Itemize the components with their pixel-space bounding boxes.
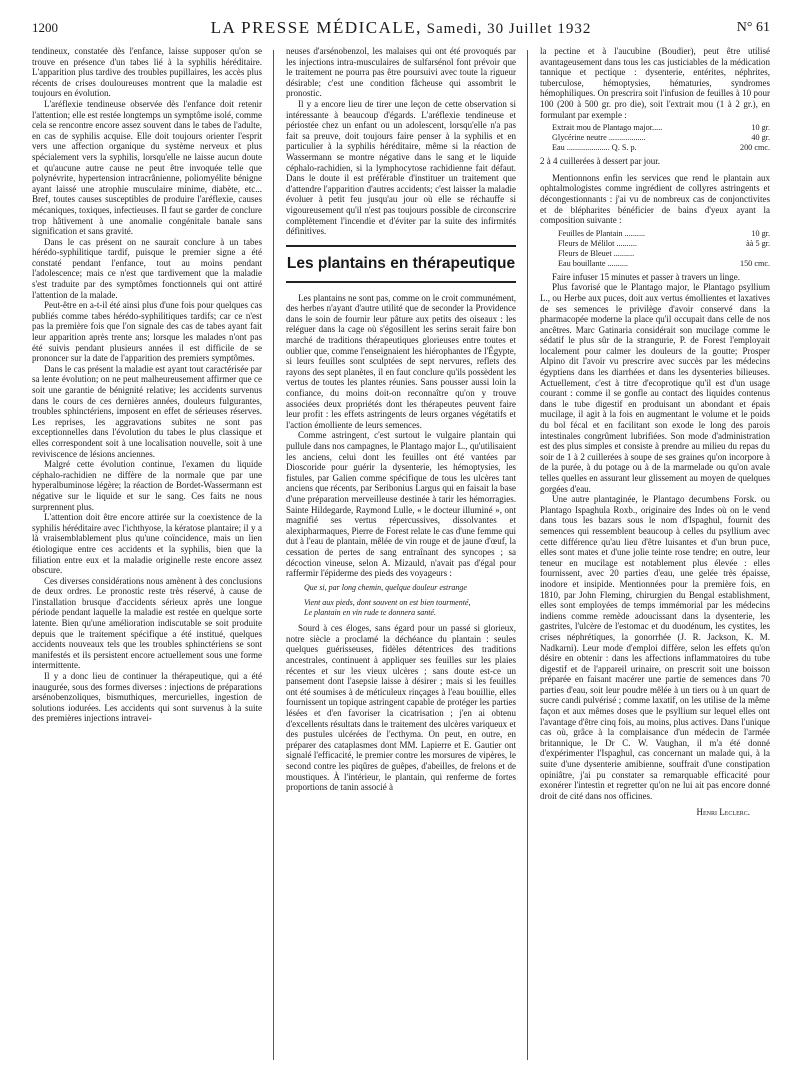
col3-paragraph: Une autre plantaginée, le Plantago decumbens Forsk. ou Plantago Ispaghula Roxb., originaire des Indes où on le vend dans tous les bazars sous le nom d'Ispaghul, fournit des semences qui ressemblent beaucoup à celles du psyllium avec cette différence qu'au lieu d'être luisantes et d'un brun puce, elles sont mates et d'une jolie teinte rose tendre; en outre, leur teneur en mucilage est notablement plus élevée : elles fournissent, avec 20 parties d'eau, une gelée très épaisse, inodore et insipide. Mentionnées pour la première fois, en 1810, par John Fleming, chirurgien du Bengal establishment, elles sont employées de temps immémorial par les médecins indiens comme remède adoucissant dans la dysenterie, les gastrites, l'ulcère de l'estomac et du duodénum, les cystites, les crises néphrétiques, la gonorrhée (J. R. Jackson, K. M. Nadkarni). Leur mode d'emploi diffère, selon les effets qu'on désire en obtenir : dans les affections inflammatoires du tube digestif et de l'appareil urinaire, on prescrit soit une boisson préparée en faisant macérer une partie de semences dans 70 parties d'eau, soit leur poudre mêlée à un tiers ou à un quart de sucre candi pulvérisé ; comme laxatif, on les utilise de la même façon et aux mêmes doses que le psyllium sur lequel elles ont l'avantage d'être cinq fois, au moins, plus actives. Dans l'unique cas où, grâce à la complaisance d'un médecin de l'armée britannique, le Dr C. W. Vaughan, il m'a été donné d'expérimenter l'Ispaghul, cas concernant un malade qui, à la suite d'une dysenterie amibienne, souffrait d'une constipation opiniâtre, j'ai pu constater sa remarquable efficacité pour exonérer l'intestin et regretter qu'on ne lui ait pas encore donné droit de cité dans nos officines. <box>540 494 770 801</box>
col1-paragraph: Dans le cas présent la maladie est ayant tout caractérisée par sa lente évolution; on ne peut malheureusement affirmer que ce soit une garantie de bénignité relative; les accidents survenus dans le cours de ces dernières années, douleurs fulgurantes, troubles sphinctériens, imposent en effet de sérieuses réserves. Les reprises, les aggravations subites ne sont pas exceptionnelles dans l'évolution du tabes le plus classique et elles correspondent soit à une localisation nouvelle, soit à une reviviscence de lésions anciennes. <box>32 363 262 459</box>
recipe-quantity: 10 gr. <box>751 123 770 133</box>
recipe-ingredient: Feuilles de Plantain .......... <box>558 228 646 238</box>
recipe-ingredient: Eau ..................... Q. S. p. <box>552 143 637 153</box>
recipe-quantity: 40 gr. <box>751 133 770 143</box>
recipe-quantity: 10 gr. <box>751 228 770 238</box>
column-2 <box>286 46 516 1066</box>
col1-paragraph: Malgré cette évolution continue, l'examen du liquide céphalo-rachidien ne diffère de la normale que par une hyperalbuminose légère; la réaction de Bordet-Wassermann est négative sur le liquide et sur le sang. Ces faits ne nous surprennent plus. <box>32 459 262 512</box>
col3-paragraph: Plus favorisé que le Plantago major, le Plantago psyllium L., ou Herbe aux puces, doit aux vertus émollientes et laxatives de ses semences le privilège d'avoir conservé dans la pharmacopée moderne la place qu'il occupait dans celle de nos ancêtres. Marc Gatinaria considérait son mucilage comme le sédatif le plus sûr de la strangurie, P. de Forest l'employait localement pour calmer les douleurs de la goutte; Prosper Alpino dit l'avoir vu prescrire avec succès par les médecins égyptiens dans les diarrhées et dans les dysenteries bilieuses. Actuellement, c'est à titre d'ecoprotique qu'il est d'un usage courant : comme il se gonfle au contact des liquides contenus dans le tube digestif en produisant un abondant et épais mucilage, il agit à la fois en augmentant le volume et le poids du bol fécal et en facilitant son exode le long des parois intestinales congrûment lubrifiées. Son mode d'administration est des plus simples et consiste à prendre au milieu du repas du soir de 1 à 2 cuillerées à soupe de ses graines qu'on incorpore à de la purée, à du potage ou à de la marmelade ou qu'on avale telles quelles en assurant leur glissement au moyen de quelques gorgées d'eau. <box>540 282 770 494</box>
recipe-ingredient: Fleurs de Bleuet .......... <box>558 248 635 258</box>
page-header <box>32 16 770 40</box>
recipe-row <box>552 143 770 153</box>
col3-paragraph: Faire infuser 15 minutes et passer à travers un linge. <box>552 271 740 282</box>
recipe-row <box>558 249 770 259</box>
collyre-recipe <box>558 229 770 269</box>
col2-paragraph: Il y a encore lieu de tirer une leçon de cette observation si intéressante à beaucoup d'égards. L'aréflexie tendineuse et périostée chez un enfant ou un adolescent, lorsqu'elle n'a pas fait sa preuve, doit toujours faire penser à la syphilis et en particulier à la syphilis héréditaire, même si la réaction de Wassermann se montre négative dans le sang et le liquide céphalo-rachidien, si la lymphocytose rachidienne fait défaut. Dans le doute il est préférable d'instituer un traitement que d'attendre l'apparition d'autres accidents; c'est laisser la maladie évoluer à petit feu jusqu'au jour où elle se réchauffe si vigoureusement qu'il n'est pas toujours possible de circonscrire complètement l'incendie et d'éviter par la suite des infirmités définitives. <box>286 98 516 237</box>
column-divider-2 <box>527 50 528 1060</box>
column-3 <box>540 46 770 1066</box>
column-1 <box>32 46 262 1066</box>
recipe-quantity: àà 5 gr. <box>746 238 770 248</box>
page-number: 1200 <box>32 20 58 35</box>
col2-paragraph: Les plantains ne sont pas, comme on le croit communément, des herbes n'ayant d'autre utilité que de seconder la Providence dans le soin de fournir leur pâture aux petits des oiseaux : les reléguer dans la cage où s'égosillent les serins serait faire bon marché de traditions thérapeutiques glorieuses entre toutes et oublier que, comme l'enseignaient les hiérophantes de l'Égypte, si leurs feuilles sont sculptées de sept nervures, reflets des rayons des sept planètes, il en faut conclure qu'ils possèdent les vertus de toutes les plantes réunies. Sans pousser aussi loin la confiance, du moins doit-on reconnaître qu'on y trouve associées deux propriétés dont les thérapeutes peuvent faire leur profit : les effets astringents de leurs organes végétatifs et l'action émolliente de leurs semences. <box>286 292 516 430</box>
journal-masthead <box>32 16 770 41</box>
recipe-note: 2 à 4 cuillerées à dessert par jour. <box>540 156 660 167</box>
col2-paragraph: Sourd à ces éloges, sans égard pour un passé si glorieux, notre siècle a proclamé la déchéance du plantain : seules quelques guérisseuses, fidèles détentrices des traditions ancestrales, continuent à appliquer ses feuilles sur les plaies récentes et sur les vieux ulcères ; sans doute est-ce un pansement dont l'asepsie laisse à désirer ; mais si les feuilles ont été soumises à de méticuleux rinçages à l'eau bouillie, elles fournissent un topique astringent capable de protéger les parties lésées et d'en favoriser la cicatrisation ; j'en ai obtenu d'excellents résultats dans le traitement des ulcères variqueux et des pustules ulcérées de l'ecthyma. On peut, en outre, en préparer des cataplasmes dont MM. Lapierre et E. Gautier ont signalé l'efficacité, le premier contre les morsures de vipères, le second contre les piqûres de guêpes, d'abeilles, de frelons et de moustiques. À l'intérieur, le plantain, qui renferme de fortes proportions de tanin associé à <box>286 623 516 793</box>
col1-paragraph: L'aréflexie tendineuse observée dès l'enfance doit retenir l'attention; elle est restée longtemps un symptôme isolé, comme cela se rencontre encore assez souvent dans le tabes de l'adulte, en cas de syphilis acquise. Elle doit toujours orienter l'esprit vers une affection organique du système nerveux et plus spécialement vers la syphilis, lorsqu'elle ne laisse aucun doute et qu'aucune autre cause ne peut être invoquée telle que polynévrite, hypertension intracrânienne, poliomyélite bénigne ayant laissé une atrophie musculaire minime, diabète, etc... Bref, toutes causes susceptibles de produire l'aréflexie, causes mécaniques, toxiques, infectieuses. Il faut se garder de conclure trop hâtivement à une anomalie congénitale banale sans signification et sans gravité. <box>32 98 262 237</box>
recipe-ingredient: Fleurs de Mélilot .......... <box>558 238 637 248</box>
recipe-row <box>558 229 770 239</box>
col1-paragraph: Il y a donc lieu de continuer la thérapeutique, qui a été inaugurée, sous des formes diverses : injections de préparations arsénobenzoliques, bismuthiques, mercurielles, ingestion de solutions iodurées. Les accidents qui sont survenus à la suite des premières injections intravei- <box>32 671 262 724</box>
col3-paragraph: Mentionnons enfin les services que rend le plantain aux ophtalmologistes comme ingrédient de collyres astringents et décongestionnants : j'ai vu de nombreux cas de conjonctivites et de blépharites bénéficier de bains d'yeux ayant la composition suivante : <box>540 172 770 226</box>
recipe-quantity: 150 cmc. <box>739 258 770 268</box>
author-signature: Henri Leclerc. <box>696 807 750 818</box>
col1-paragraph: Ces diverses considérations nous amènent à des conclusions de deux ordres. Le pronostic reste très réservé, à cause de l'installation brusque d'accidents sérieux après une longue période pendant laquelle la maladie est restée en quelque sorte latente. Bien qu'une amélioration indiscutable se soit produite depuis que le traitement spécifique a été institué, quelques accidents nouveaux tels que les troubles sphinctériens se sont manifestés et ils persistent encore actuellement sous une forme intermittente. <box>32 575 262 671</box>
recipe-row <box>558 259 770 269</box>
article-title: Les plantains en thérapeutique <box>286 245 516 283</box>
recipe-quantity: 200 cmc. <box>739 143 770 153</box>
col1-paragraph: Dans le cas présent on ne saurait conclure à un tabes hérédo-syphilitique tardif, puisque le premier signe a été constaté pendant l'enfance, tout au moins pendant l'adolescence; mais ce n'est que tardivement que la maladie s'est traduite par des symptômes fonctionnels qui ont attiré l'attention de la malade. <box>32 236 262 300</box>
col2-paragraph: neuses d'arsénobenzol, les malaises qui ont été provoqués par les injections intra-musculaires de sulfarsénol font prévoir que le traitement ne pourra pas être poursuivi avec toute la rigueur désirable; c'est une condition fâcheuse qui assombrit le pronostic. <box>286 46 516 99</box>
verse-line: Le plantain en vin rude te donnera santé. <box>304 607 436 617</box>
journal-title: LA PRESSE MÉDICALE, <box>210 18 422 37</box>
recipe-ingredient: Extrait mou de Plantago major..... <box>552 123 663 133</box>
recipe-ingredient: Eau bouillante .......... <box>558 258 629 268</box>
recipe-table <box>552 123 770 153</box>
col1-paragraph: L'attention doit être encore attirée sur la coexistence de la syphilis héréditaire avec l'ichthyose, la kératose plantaire; il y a là vraisemblablement plus qu'une coïncidence, mais un lien étiologique entre ces accidents et la syphilis, bien que la filiation entre eux et la maladie originelle reste encore assez obscure. <box>32 512 262 576</box>
column-divider-1 <box>273 50 274 1060</box>
col3-paragraph: la pectine et à l'aucubine (Boudier), peut être utilisé avantageusement dans tous les cas justiciables de la médication tannique et pectique : dysenterie, entérites, néphrites, tuberculose, hémoptysies, hématuries, syndromes hémophiliques. On prescrira soit l'infusion de feuilles à 10 pour 100 (200 à 500 gr. pro die), soit l'extrait mou (1 à 2 gr.), en formulant par exemple : <box>540 46 770 120</box>
issue-date: Samedi, 30 Juillet 1932 <box>426 21 592 37</box>
recipe-row <box>558 239 770 249</box>
recipe-row <box>552 133 770 143</box>
recipe-row <box>552 123 770 133</box>
col1-paragraph: tendineux, constatée dès l'enfance, laisse supposer qu'on se trouve en présence d'un tabes lié à la syphilis héréditaire. L'apparition plus tardive des troubles pupillaires, les accès plus récents de crises douloureuses montrent que la maladie est toujours en évolution. <box>32 46 262 99</box>
recipe-ingredient: Glycérine neutre .................. <box>552 133 646 143</box>
verse-line: Vient aux pieds, dont souvent on est bien tourmenté, <box>304 598 471 608</box>
col1-paragraph: Peut-être en a-t-il été ainsi plus d'une fois pour quelques cas publiés comme tabes hérédo-syphilitiques tardifs; car ce n'est pas la première fois que l'on signale des cas de tabes ayant fait leur apparition après trente ans; lorsque les malades n'ont pas été suivis pendant plusieurs années il est difficile de se prononcer sur la date de l'apparition des premiers symptômes. <box>32 300 262 364</box>
verse-line: Que si, par long chemin, quelque douleur estrange <box>304 582 467 592</box>
col2-paragraph: Comme astringent, c'est surtout le vulgaire plantain qui pullule dans nos campagnes, le Plantago major L., qu'utilisaient les anciens, celui dont les feuilles ont été vantées par Dioscoride pour guérir la dysenterie, les hémoptysies, les fistules, par Galien comme spécifique de tous les ulcères tant anciens que récents, par Seribonius Largus qui en faisait la base d'une préparation merveilleuse destinée à tarir les hémorragies. Sainte Hildegarde, Raymond Lulle, « le docteur illuminé », ont magnifié ses vertus répercussives, dissolvantes et alexipharmaques, Pierre de Forest relate le cas d'une femme qui dut à l'eau de plantain, mêlée de vin rouge et de jaune d'œuf, la cessation de pertes de sang entraînant des syncopes ; sa décoction vineuse, selon A. Mizauld, n'avait pas d'égal pour raffermir l'épiderme des pieds des voyageurs : <box>286 430 516 579</box>
issue-number: N° 61 <box>736 20 770 35</box>
